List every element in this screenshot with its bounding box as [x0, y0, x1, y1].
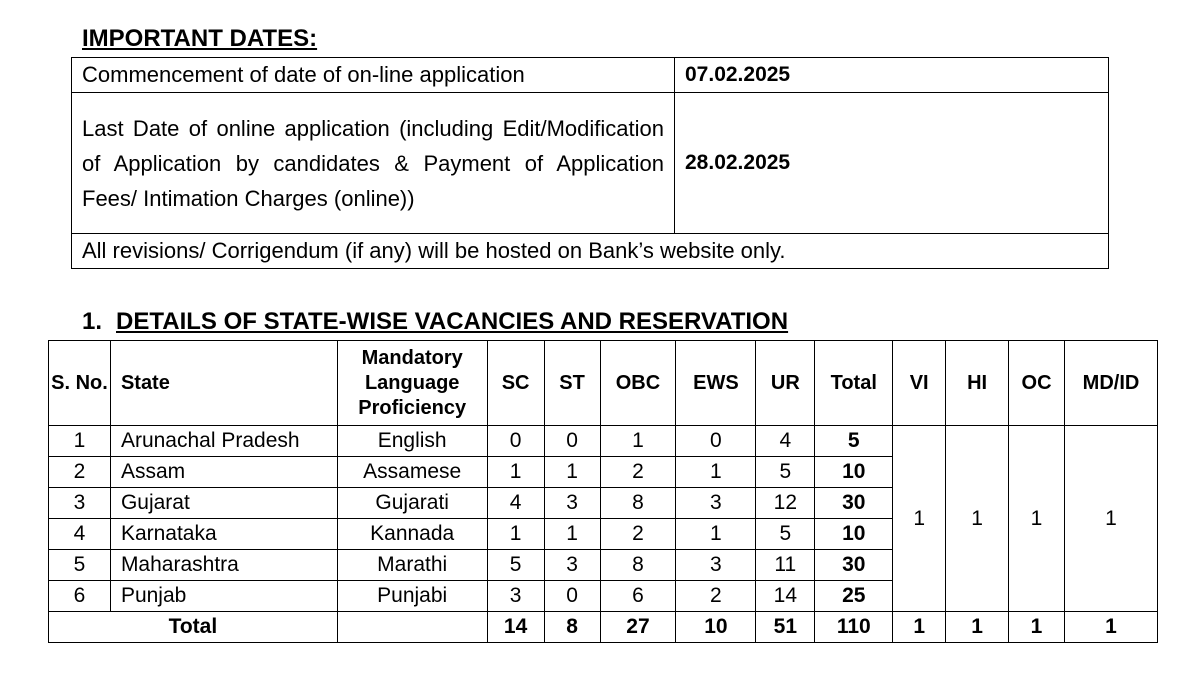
- cell-state: Assam: [110, 457, 337, 488]
- table-row: [49, 426, 1158, 457]
- dates-note-row: [72, 234, 1109, 269]
- header-language: Mandatory Language Proficiency: [337, 341, 487, 426]
- cell-st: 0: [544, 581, 600, 612]
- cell-ews: 0: [676, 426, 756, 457]
- cell-sno: 1: [49, 426, 111, 457]
- header-sc: SC: [487, 341, 544, 426]
- cell-obc: 2: [600, 457, 676, 488]
- cell-state: Karnataka: [110, 519, 337, 550]
- header-hi: HI: [946, 341, 1009, 426]
- cell-obc: 6: [600, 581, 676, 612]
- vacancies-heading-number: 1.: [82, 308, 103, 335]
- cell-sno: 3: [49, 488, 111, 519]
- cell-language: English: [337, 426, 487, 457]
- cell-sc: 5: [487, 550, 544, 581]
- header-ur: UR: [756, 341, 815, 426]
- cell-sno: 6: [49, 581, 111, 612]
- cell-obc: 1: [600, 426, 676, 457]
- cell-language: Punjabi: [337, 581, 487, 612]
- cell-ur: 4: [756, 426, 815, 457]
- vacancies-heading-text: DETAILS OF STATE-WISE VACANCIES AND RESERVATION: [116, 308, 789, 335]
- cell-total: 25: [815, 581, 893, 612]
- cell-state: Punjab: [110, 581, 337, 612]
- cell-sno: 5: [49, 550, 111, 581]
- date-label: Last Date of online application (including Edit/Modification of Application by candidates & Payment of Application Fees/ Intimation Charges (online)): [72, 93, 675, 234]
- cell-language: Kannada: [337, 519, 487, 550]
- total-hi: 1: [946, 612, 1009, 643]
- cell-st: 3: [544, 488, 600, 519]
- cell-state: Maharashtra: [110, 550, 337, 581]
- cell-total: 10: [815, 519, 893, 550]
- cell-ur: 5: [756, 519, 815, 550]
- total-obc: 27: [600, 612, 676, 643]
- cell-ur: 12: [756, 488, 815, 519]
- cell-total: 5: [815, 426, 893, 457]
- cell-total: 10: [815, 457, 893, 488]
- total-st: 8: [544, 612, 600, 643]
- cell-ur: 5: [756, 457, 815, 488]
- cell-ews: 1: [676, 457, 756, 488]
- cell-sc: 0: [487, 426, 544, 457]
- cell-sc: 4: [487, 488, 544, 519]
- cell-ews: 3: [676, 550, 756, 581]
- cell-state: Gujarat: [110, 488, 337, 519]
- cell-sc: 3: [487, 581, 544, 612]
- header-oc: OC: [1009, 341, 1065, 426]
- total-ur: 51: [756, 612, 815, 643]
- important-dates-heading: IMPORTANT DATES:: [82, 25, 318, 52]
- cell-ur: 14: [756, 581, 815, 612]
- cell-total: 30: [815, 488, 893, 519]
- cell-sc: 1: [487, 457, 544, 488]
- header-mdid: MD/ID: [1064, 341, 1157, 426]
- cell-ews: 2: [676, 581, 756, 612]
- header-sno: S. No.: [49, 341, 111, 426]
- cell-obc: 8: [600, 488, 676, 519]
- cell-ews: 1: [676, 519, 756, 550]
- cell-sno: 4: [49, 519, 111, 550]
- total-language: [337, 612, 487, 643]
- table-header-row: [49, 341, 1158, 426]
- total-total: 110: [815, 612, 893, 643]
- total-ews: 10: [676, 612, 756, 643]
- cell-language: Assamese: [337, 457, 487, 488]
- cell-state: Arunachal Pradesh: [110, 426, 337, 457]
- cell-vi: 1: [893, 426, 946, 612]
- cell-st: 1: [544, 519, 600, 550]
- header-vi: VI: [893, 341, 946, 426]
- cell-ews: 3: [676, 488, 756, 519]
- cell-sno: 2: [49, 457, 111, 488]
- total-sc: 14: [487, 612, 544, 643]
- total-vi: 1: [893, 612, 946, 643]
- cell-st: 1: [544, 457, 600, 488]
- cell-hi: 1: [946, 426, 1009, 612]
- header-total: Total: [815, 341, 893, 426]
- vacancies-heading: [82, 308, 788, 336]
- cell-sc: 1: [487, 519, 544, 550]
- cell-st: 3: [544, 550, 600, 581]
- cell-ur: 11: [756, 550, 815, 581]
- header-ews: EWS: [676, 341, 756, 426]
- date-label: Commencement of date of on-line application: [72, 58, 675, 93]
- date-value: 28.02.2025: [675, 93, 1109, 234]
- cell-total: 30: [815, 550, 893, 581]
- cell-language: Marathi: [337, 550, 487, 581]
- total-label: Total: [49, 612, 338, 643]
- important-dates-table: [71, 57, 1109, 269]
- cell-oc: 1: [1009, 426, 1065, 612]
- dates-note: All revisions/ Corrigendum (if any) will be hosted on Bank’s website only.: [72, 234, 1109, 269]
- total-row: [49, 612, 1158, 643]
- cell-obc: 8: [600, 550, 676, 581]
- cell-language: Gujarati: [337, 488, 487, 519]
- total-mdid: 1: [1064, 612, 1157, 643]
- date-value: 07.02.2025: [675, 58, 1109, 93]
- header-state: State: [110, 341, 337, 426]
- cell-obc: 2: [600, 519, 676, 550]
- dates-row: [72, 93, 1109, 234]
- dates-row: [72, 58, 1109, 93]
- header-obc: OBC: [600, 341, 676, 426]
- cell-mdid: 1: [1064, 426, 1157, 612]
- header-st: ST: [544, 341, 600, 426]
- cell-st: 0: [544, 426, 600, 457]
- total-oc: 1: [1009, 612, 1065, 643]
- vacancies-table: [48, 340, 1158, 643]
